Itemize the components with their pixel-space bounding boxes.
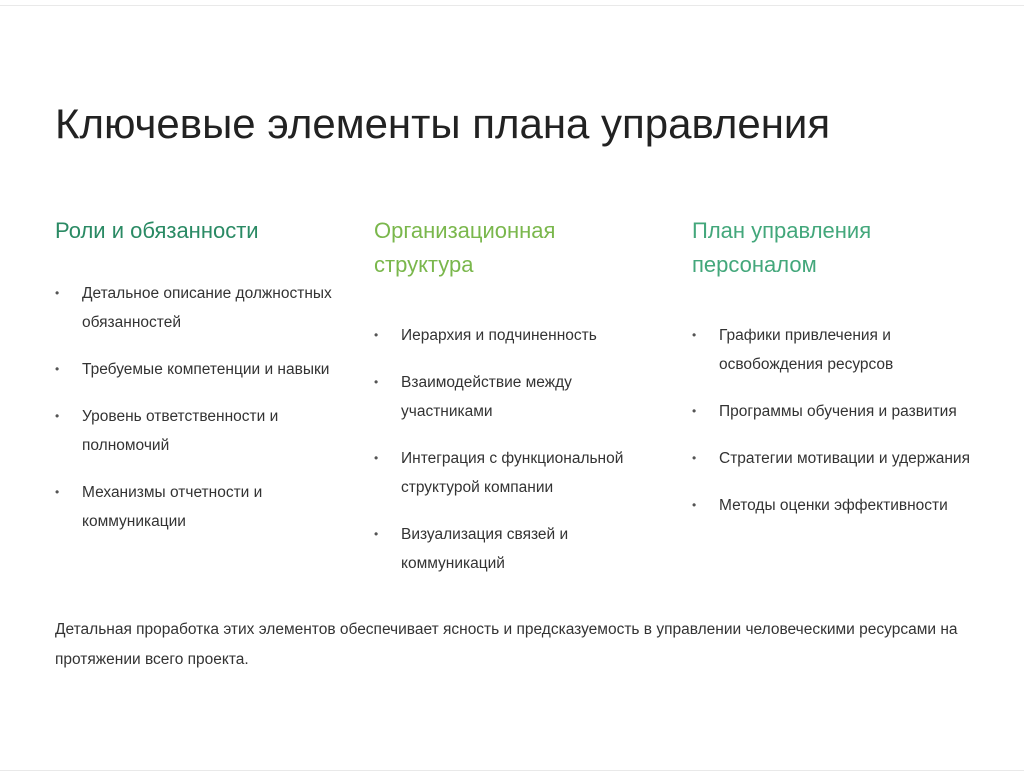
- column-heading: Роли и обязанности: [55, 218, 259, 243]
- bullet-list: [692, 321, 982, 520]
- list-item-text: Визуализация связей и коммуникаций: [401, 526, 569, 572]
- list-item-text: Интеграция с функциональной структурой компании: [401, 450, 624, 496]
- list-item: [374, 321, 664, 350]
- bullet-icon: •: [692, 404, 697, 418]
- list-item-text: Детальное описание должностных обязанностей: [82, 285, 332, 331]
- bullet-icon: •: [692, 498, 697, 512]
- list-item-text: Взаимодействие между участниками: [401, 374, 572, 420]
- column-roles: [55, 214, 345, 554]
- bullet-list: [55, 279, 345, 536]
- list-item: [55, 279, 345, 337]
- bullet-icon: •: [374, 328, 379, 342]
- list-item: [55, 355, 345, 384]
- bullet-icon: •: [55, 409, 60, 423]
- list-item: [374, 368, 664, 426]
- list-item-text: Механизмы отчетности и коммуникации: [82, 484, 263, 530]
- slide-title: Ключевые элементы плана управления: [55, 100, 831, 147]
- bullet-icon: •: [374, 451, 379, 465]
- list-item: [692, 397, 982, 426]
- list-item-text: Методы оценки эффективности: [719, 497, 948, 514]
- column-heading: План управления персоналом: [692, 218, 872, 277]
- list-item: [692, 491, 982, 520]
- bullet-icon: •: [55, 485, 60, 499]
- bullet-list: [374, 321, 664, 578]
- bullet-icon: •: [692, 328, 697, 342]
- list-item: [55, 478, 345, 536]
- list-item: [374, 444, 664, 502]
- list-item-text: Уровень ответственности и полномочий: [82, 408, 279, 454]
- list-item-text: Программы обучения и развития: [719, 403, 957, 420]
- list-item-text: Требуемые компетенции и навыки: [82, 361, 330, 378]
- summary-text: Детальная проработка этих элементов обеспечивает ясность и предсказуемость в управлении человеческими ресурсами на протяжении всего проекта.: [55, 621, 958, 668]
- list-item: [374, 520, 664, 578]
- column-heading: Организационная структура: [374, 218, 556, 277]
- bullet-icon: •: [692, 451, 697, 465]
- list-item: [692, 444, 982, 473]
- top-divider: [0, 5, 1024, 6]
- list-item-text: Графики привлечения и освобождения ресурсов: [719, 327, 894, 373]
- list-item: [55, 402, 345, 460]
- bullet-icon: •: [55, 286, 60, 300]
- list-item-text: Стратегии мотивации и удержания: [719, 450, 970, 467]
- column-staffing-plan: [692, 214, 982, 538]
- bullet-icon: •: [374, 527, 379, 541]
- column-org-structure: [374, 214, 664, 596]
- bottom-divider: [0, 770, 1024, 771]
- list-item-text: Иерархия и подчиненность: [401, 327, 597, 344]
- bullet-icon: •: [374, 375, 379, 389]
- bullet-icon: •: [55, 362, 60, 376]
- list-item: [692, 321, 982, 379]
